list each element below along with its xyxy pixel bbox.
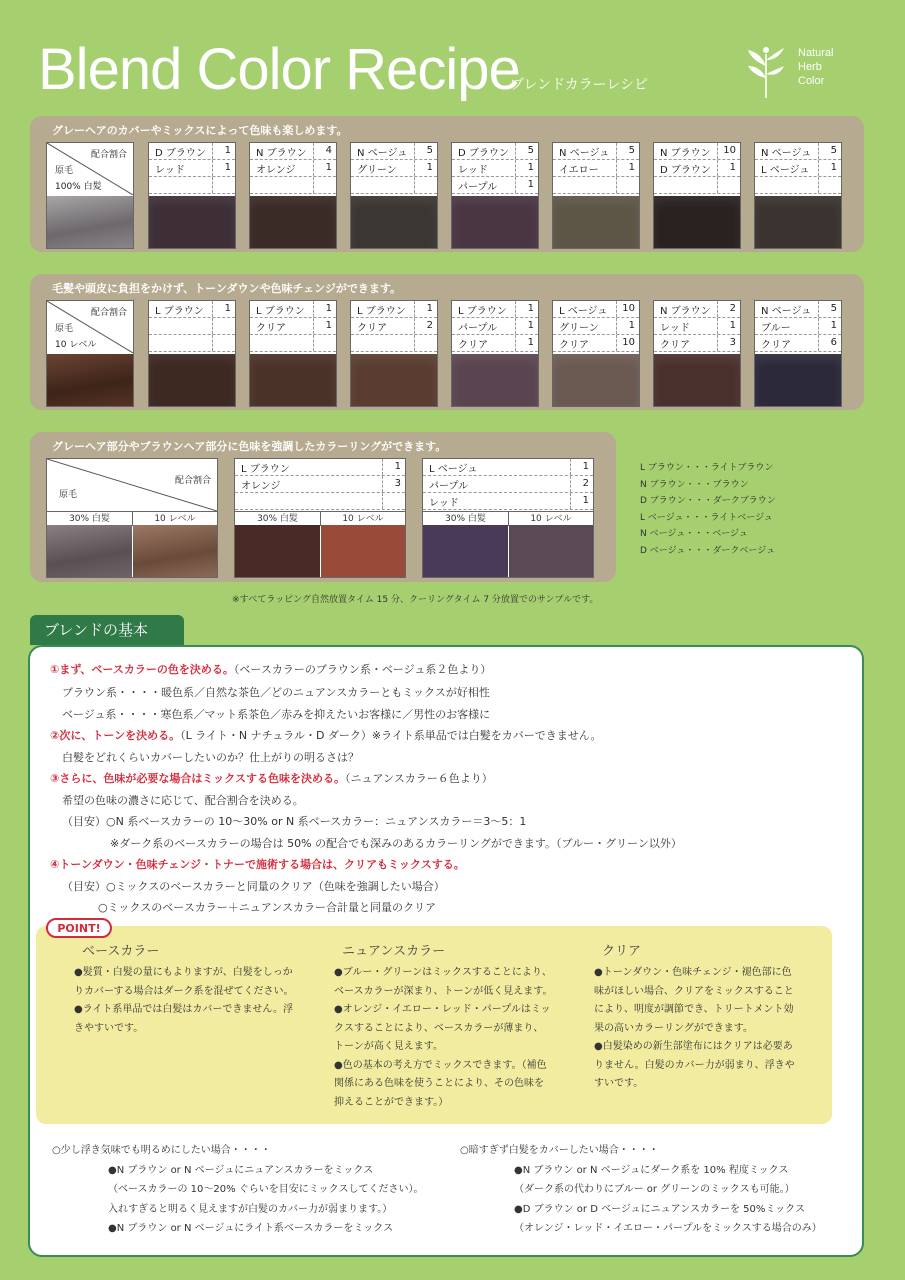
- base-hair-card: [46, 458, 218, 578]
- color-name: グリーン: [559, 322, 599, 334]
- point-column-title: クリア: [602, 944, 642, 959]
- ratio-desc: 希望の色味の濃さに応じて、配合割合を決める。: [62, 794, 304, 807]
- basics-tab: ブレンドの基本: [30, 615, 184, 645]
- recipe-row: [351, 335, 437, 352]
- recipe-row: [250, 177, 336, 194]
- step-3-detail: （ニュアンスカラー６色より）: [344, 772, 493, 785]
- coloring-panel: [30, 432, 616, 582]
- tip-line-left: ○少し浮き気味でも明るめにしたい場合・・・・: [52, 1145, 271, 1156]
- recipe-row: [351, 177, 437, 194]
- color-ratio: 5: [515, 143, 538, 159]
- color-ratio: [414, 177, 437, 193]
- color-ratio: 1: [515, 318, 538, 334]
- color-ratio: 1: [212, 301, 235, 317]
- recipe-rows: [452, 143, 538, 194]
- tip-line-right: ●N ブラウン or N ベージュにダーク系を 10% 程度ミックス: [514, 1164, 789, 1176]
- color-ratio: 1: [515, 160, 538, 176]
- recipe-row: [654, 160, 740, 177]
- legend-item: N ブラウン・・・ブラウン: [640, 479, 749, 490]
- point-text-line: ●髪質・白髪の量にもよりますが、白髪をしっか: [74, 967, 293, 978]
- abbreviation-legend: [640, 460, 776, 559]
- hair-swatch-gray: [235, 525, 320, 577]
- color-ratio: 1: [515, 177, 538, 193]
- color-ratio: 1: [515, 301, 538, 317]
- panel-heading: 毛髪や頭皮に負担をかけず、トーンダウンや色味チェンジができます。: [52, 282, 401, 295]
- recipe-row: [149, 143, 235, 160]
- hair-swatch-gray: [423, 525, 508, 577]
- point-text-line: りカバーする場合はダーク系を混ぜてください。: [74, 985, 294, 997]
- recipe-card: [350, 142, 438, 249]
- color-name: D ブラウン: [458, 147, 509, 159]
- color-name: L ベージュ: [429, 463, 478, 475]
- recipe-row: [235, 476, 405, 493]
- recipe-row: [423, 476, 593, 493]
- panel-heading: グレーヘア部分やブラウンヘア部分に色味を強調したカラーリングができます。: [52, 440, 447, 453]
- point-column-title: ニュアンスカラー: [342, 944, 446, 959]
- recipe-rows: [351, 143, 437, 194]
- color-name: D ブラウン: [660, 164, 711, 176]
- color-ratio: 1: [212, 143, 235, 159]
- sample-note: ※すべてラッピング自然放置タイム 15 分、クーリングタイム 7 分放置でのサンプルです。: [232, 595, 599, 605]
- ratio-label: 配合割合: [174, 476, 211, 486]
- tip-line-right: （ダーク系の代わりにブルー or グリーンのミックスも可能。）: [514, 1184, 795, 1195]
- color-name: レッド: [429, 497, 459, 509]
- recipe-row: [149, 301, 235, 318]
- tip-line-right: ●D ブラウン or D ベージュにニュアンスカラーを 50%ミックス: [514, 1203, 806, 1215]
- point-text-line: クスすることにより、ベースカラーが薄まり、: [334, 1022, 544, 1034]
- point-text-line: 関係にある色味を使うことにより、その色味を: [334, 1078, 544, 1089]
- color-ratio: 1: [515, 335, 538, 351]
- color-ratio: 5: [414, 143, 437, 159]
- recipe-card: [653, 142, 741, 249]
- color-name: オレンジ: [241, 480, 281, 492]
- color-ratio: 2: [717, 301, 740, 317]
- level-label: 10 レベル: [133, 511, 217, 526]
- level-label: 10 レベル: [321, 511, 405, 526]
- logo-line: Herb: [798, 61, 822, 73]
- base-hair-card: [46, 300, 134, 407]
- recipe-row: [351, 143, 437, 160]
- color-ratio: [212, 335, 235, 351]
- logo-line: Natural: [798, 47, 834, 59]
- color-ratio: 2: [414, 318, 437, 334]
- color-ratio: 5: [616, 143, 639, 159]
- color-name: イエロー: [559, 164, 599, 176]
- color-name: クリア: [559, 339, 589, 351]
- color-ratio: [313, 335, 336, 351]
- step-1-detail: （ベースカラーのブラウン系・ベージュ系２色より）: [233, 663, 492, 676]
- step-3: [50, 770, 493, 786]
- color-ratio: [616, 177, 639, 193]
- recipe-rows: [235, 459, 405, 510]
- recipe-row: [423, 459, 593, 476]
- color-ratio: 1: [414, 160, 437, 176]
- recipe-row: [452, 160, 538, 177]
- step-4-heading: ④トーンダウン・色味チェンジ・トナーで施術する場合は、クリアもミックスする。: [50, 858, 465, 871]
- hair-swatch-gray: [47, 525, 132, 577]
- color-ratio: 1: [616, 318, 639, 334]
- ratio-label: 配合割合: [90, 308, 127, 318]
- recipe-row: [553, 177, 639, 194]
- recipe-rows: [755, 301, 841, 352]
- recipe-rows: [423, 459, 593, 510]
- point-text-line: により、明度が調節でき、トリートメント効: [594, 1004, 794, 1015]
- step-2-detail: （L ライト・N ナチュラル・D ダーク）※ライト系単品では白髪をカバーできません。: [180, 729, 602, 742]
- color-ratio: 1: [313, 301, 336, 317]
- color-name: オレンジ: [256, 164, 296, 176]
- hair-swatch: [47, 354, 133, 406]
- point-text-line: ●ライト系単品では白髪はカバーできません。浮: [74, 1004, 294, 1015]
- recipe-card: [653, 300, 741, 407]
- color-ratio: 1: [717, 318, 740, 334]
- color-name: N ブラウン: [660, 147, 711, 159]
- recipe-rows: [553, 143, 639, 194]
- recipe-rows: [755, 143, 841, 194]
- recipe-card: [148, 142, 236, 249]
- hair-swatch: [452, 354, 538, 406]
- point-column-text: [334, 964, 553, 1112]
- color-ratio: 5: [818, 143, 841, 159]
- recipe-row: [755, 335, 841, 352]
- recipe-rows: [654, 301, 740, 352]
- point-column-title: ベースカラー: [82, 944, 160, 959]
- recipe-rows: [654, 143, 740, 194]
- step-4: [50, 856, 465, 872]
- hair-swatch-level: [509, 525, 593, 577]
- panel-heading: グレーヘアのカバーやミックスによって色味も楽しめます。: [52, 124, 348, 137]
- recipe-row: [654, 143, 740, 160]
- point-text-line: ベースカラーが深まり、トーンが低く見えます。: [334, 985, 553, 997]
- color-name: クリア: [761, 339, 791, 351]
- recipe-row: [235, 493, 405, 510]
- recipe-row: [553, 143, 639, 160]
- recipe-row: [452, 177, 538, 194]
- recipe-row: [654, 318, 740, 335]
- hair-swatch: [553, 196, 639, 248]
- color-name: クリア: [357, 322, 387, 334]
- color-ratio: [382, 493, 405, 509]
- color-ratio: 1: [313, 160, 336, 176]
- hair-swatch: [654, 354, 740, 406]
- hair-swatch: [351, 196, 437, 248]
- recipe-row: [654, 177, 740, 194]
- hair-swatch: [654, 196, 740, 248]
- recipe-rows: [452, 301, 538, 352]
- ratio-label: 配合割合: [90, 150, 127, 160]
- color-name: L ブラウン: [357, 305, 406, 317]
- step-1: [50, 661, 491, 677]
- color-ratio: 1: [313, 318, 336, 334]
- recipe-row: [553, 335, 639, 352]
- tone-question: 白髪をどれくらいカバーしたいのか？仕上がりの明るさは？: [62, 751, 359, 764]
- recipe-row: [452, 335, 538, 352]
- recipe-card: [234, 458, 406, 578]
- recipe-row: [755, 143, 841, 160]
- recipe-row: [149, 318, 235, 335]
- color-ratio: [414, 335, 437, 351]
- color-ratio: 1: [570, 493, 593, 509]
- recipe-card: [552, 142, 640, 249]
- base-label: 原毛: [55, 166, 74, 176]
- tip-line-left: 入れすぎると明るく見えますが白髪のカバー力が弱まります。）: [108, 1203, 393, 1215]
- point-text-line: トーンが高く見えます。: [334, 1041, 443, 1052]
- hair-swatch: [553, 354, 639, 406]
- color-name: N ベージュ: [559, 147, 610, 159]
- logo-line: Color: [798, 75, 825, 87]
- point-text-line: ●色の基本の考え方でミックスできます。（補色: [334, 1059, 547, 1071]
- color-name: N ベージュ: [357, 147, 408, 159]
- recipe-rows: [351, 301, 437, 352]
- legend-item: L ベージュ・・・ライトベージュ: [640, 512, 773, 523]
- hair-swatch-level: [321, 525, 405, 577]
- tip-line-left: （ベースカラーの 10〜20% ぐらいを目安にミックスしてください）。: [108, 1184, 424, 1195]
- recipe-row: [755, 301, 841, 318]
- page-subtitle: ブレンドカラーレシピ: [510, 77, 649, 93]
- recipe-rows: [250, 143, 336, 194]
- gray-label: 30% 白髪: [423, 511, 509, 526]
- brown-desc: ブラウン系・・・・暖色系／自然な茶色／どのニュアンスカラーともミックスが好相性: [62, 686, 490, 699]
- recipe-row: [654, 301, 740, 318]
- hair-swatch: [351, 354, 437, 406]
- recipe-card: [754, 300, 842, 407]
- recipe-row: [452, 318, 538, 335]
- base-level-label: 100% 白髪: [55, 182, 102, 192]
- recipe-row: [553, 301, 639, 318]
- hair-swatch: [452, 196, 538, 248]
- tone-down-panel: [30, 274, 864, 410]
- color-ratio: 10: [717, 143, 740, 159]
- legend-item: N ベージュ・・・ベージュ: [640, 529, 748, 539]
- color-name: クリア: [660, 339, 690, 351]
- recipe-row: [250, 318, 336, 335]
- color-ratio: 4: [313, 143, 336, 159]
- tip-line-left: ●N ブラウン or N ベージュにライト系ベースカラーをミックス: [108, 1223, 394, 1234]
- color-name: N ブラウン: [256, 147, 307, 159]
- point-text-line: ●白髪染めの新生部塗布にはクリアは必要あ: [594, 1041, 793, 1052]
- color-ratio: 5: [818, 301, 841, 317]
- color-ratio: 1: [570, 459, 593, 475]
- color-ratio: 1: [818, 318, 841, 334]
- recipe-card: [552, 300, 640, 407]
- recipe-row: [452, 143, 538, 160]
- recipe-row: [250, 301, 336, 318]
- color-ratio: 2: [570, 476, 593, 492]
- hair-swatch: [250, 354, 336, 406]
- color-name: L ベージュ: [761, 164, 810, 176]
- color-ratio: 10: [616, 335, 639, 351]
- color-ratio: [818, 177, 841, 193]
- recipe-card: [754, 142, 842, 249]
- step-1-heading: ①まず、ベースカラーの色を決める。: [50, 663, 234, 676]
- color-name: L ブラウン: [155, 305, 204, 317]
- recipe-row: [149, 177, 235, 194]
- base-label: 原毛: [55, 324, 74, 334]
- color-ratio: 3: [717, 335, 740, 351]
- recipe-row: [250, 335, 336, 352]
- color-name: D ブラウン: [155, 147, 206, 159]
- color-ratio: [212, 318, 235, 334]
- level-label: 10 レベル: [509, 511, 593, 526]
- color-name: N ベージュ: [761, 147, 812, 159]
- color-ratio: 1: [382, 459, 405, 475]
- recipe-row: [149, 160, 235, 177]
- color-name: L ベージュ: [559, 305, 608, 317]
- recipe-row: [755, 177, 841, 194]
- color-name: レッド: [660, 322, 690, 334]
- tip-line-right: （オレンジ・レッド・イエロー・パープルをミックスする場合のみ）: [514, 1223, 822, 1234]
- color-ratio: [313, 177, 336, 193]
- ratio-guide: （目安）○N 系ベースカラーの 10〜30% or N 系ベースカラー：ニュアンスカラー＝3〜5：1: [62, 815, 527, 828]
- recipe-row: [250, 143, 336, 160]
- point-column-text: [74, 964, 294, 1038]
- gray-label: 30% 白髪: [47, 511, 133, 526]
- base-hair-card: [46, 142, 134, 249]
- tip-line-right: ○暗すぎず白髪をカバーしたい場合・・・・: [460, 1145, 659, 1156]
- color-name: パープル: [458, 181, 498, 193]
- page-title: Blend Color Recipe: [38, 37, 520, 102]
- hair-swatch: [149, 196, 235, 248]
- color-name: パープル: [429, 480, 469, 492]
- color-name: グリーン: [357, 164, 397, 176]
- recipe-row: [654, 335, 740, 352]
- hair-swatch: [149, 354, 235, 406]
- recipe-row: [423, 493, 593, 510]
- recipe-row: [351, 318, 437, 335]
- color-ratio: 3: [382, 476, 405, 492]
- color-name: L ブラウン: [241, 463, 290, 475]
- color-ratio: 1: [616, 160, 639, 176]
- point-column-text: [594, 964, 795, 1094]
- recipe-card: [148, 300, 236, 407]
- color-ratio: 6: [818, 335, 841, 351]
- point-text-line: りません。白髪のカバー力が弱まり、浮きや: [594, 1059, 795, 1071]
- legend-item: D ベージュ・・・ダークベージュ: [640, 545, 776, 556]
- point-text-line: ●ブルー・グリーンはミックスすることにより、: [334, 967, 552, 978]
- point-text-line: きやすいです。: [74, 1022, 144, 1034]
- color-name: レッド: [155, 164, 185, 176]
- recipe-card: [249, 142, 337, 249]
- hair-swatch-level: [133, 525, 217, 577]
- dark-note: ※ダーク系のベースカラーの場合は 50% の配合でも深みのあるカラーリングができます。（ブルー・グリーン以外）: [110, 837, 682, 850]
- beige-desc: ベージュ系・・・・寒色系／マット系茶色／赤みを抑えたいお客様に／男性のお客様に: [62, 708, 491, 721]
- color-ratio: 1: [818, 160, 841, 176]
- recipe-rows: [149, 143, 235, 194]
- color-name: クリア: [256, 322, 286, 334]
- point-text-line: すいです。: [594, 1078, 644, 1089]
- hair-swatch: [755, 196, 841, 248]
- color-name: パープル: [458, 322, 498, 334]
- color-name: L ブラウン: [458, 305, 507, 317]
- color-ratio: [212, 177, 235, 193]
- legend-item: D ブラウン・・・ダークブラウン: [640, 496, 776, 506]
- recipe-row: [250, 160, 336, 177]
- recipe-rows: [553, 301, 639, 352]
- recipe-row: [755, 160, 841, 177]
- color-name: N ブラウン: [660, 305, 711, 317]
- point-badge: POINT!: [46, 918, 112, 938]
- hair-swatch: [755, 354, 841, 406]
- recipe-row: [755, 318, 841, 335]
- gray-hair-panel: [30, 116, 864, 252]
- color-name: L ブラウン: [256, 305, 305, 317]
- recipe-card: [350, 300, 438, 407]
- step-2: [50, 727, 601, 743]
- point-text-line: ●オレンジ・イエロー・レッド・パープルはミッ: [334, 1004, 551, 1015]
- color-ratio: 10: [616, 301, 639, 317]
- tip-line-left: ●N ブラウン or N ベージュにニュアンスカラーをミックス: [108, 1164, 374, 1176]
- recipe-row: [452, 301, 538, 318]
- recipe-card: [451, 300, 539, 407]
- point-text-line: 抑えることができます。）: [334, 1096, 449, 1108]
- hair-swatch: [47, 196, 133, 248]
- color-name: ブルー: [761, 322, 791, 334]
- point-text-line: 果の高いカラーリングができます。: [594, 1022, 753, 1034]
- clear-guide-2: ○ミックスのベースカラー＋ニュアンスカラー合計量と同量のクリア: [98, 901, 436, 914]
- color-ratio: 1: [717, 160, 740, 176]
- color-name: レッド: [458, 164, 488, 176]
- color-name: クリア: [458, 339, 488, 351]
- recipe-row: [235, 459, 405, 476]
- clear-guide-1: （目安）○ミックスのベースカラーと同量のクリア（色味を強調したい場合）: [62, 880, 445, 893]
- recipe-rows: [149, 301, 235, 352]
- gray-label: 30% 白髪: [235, 511, 321, 526]
- recipe-rows: [250, 301, 336, 352]
- point-text-line: 味がほしい場合、クリアをミックスすること: [594, 985, 794, 997]
- recipe-row: [149, 335, 235, 352]
- base-level-label: 10 レベル: [55, 340, 97, 350]
- step-3-heading: ③さらに、色味が必要な場合はミックスする色味を決める。: [50, 772, 345, 785]
- hair-swatch: [250, 196, 336, 248]
- recipe-row: [351, 301, 437, 318]
- recipe-card: [249, 300, 337, 407]
- recipe-row: [553, 160, 639, 177]
- legend-item: L ブラウン・・・ライトブラウン: [640, 463, 774, 473]
- base-label: 原毛: [59, 490, 78, 500]
- point-text-line: ●トーンダウン・色味チェンジ・褪色部に色: [594, 967, 792, 978]
- recipe-row: [553, 318, 639, 335]
- color-ratio: 1: [212, 160, 235, 176]
- recipe-row: [351, 160, 437, 177]
- recipe-card: [422, 458, 594, 578]
- color-ratio: [717, 177, 740, 193]
- color-ratio: 1: [414, 301, 437, 317]
- color-name: N ベージュ: [761, 305, 812, 317]
- logo-text: [798, 46, 833, 88]
- step-2-heading: ②次に、トーンを決める。: [50, 729, 181, 742]
- recipe-card: [451, 142, 539, 249]
